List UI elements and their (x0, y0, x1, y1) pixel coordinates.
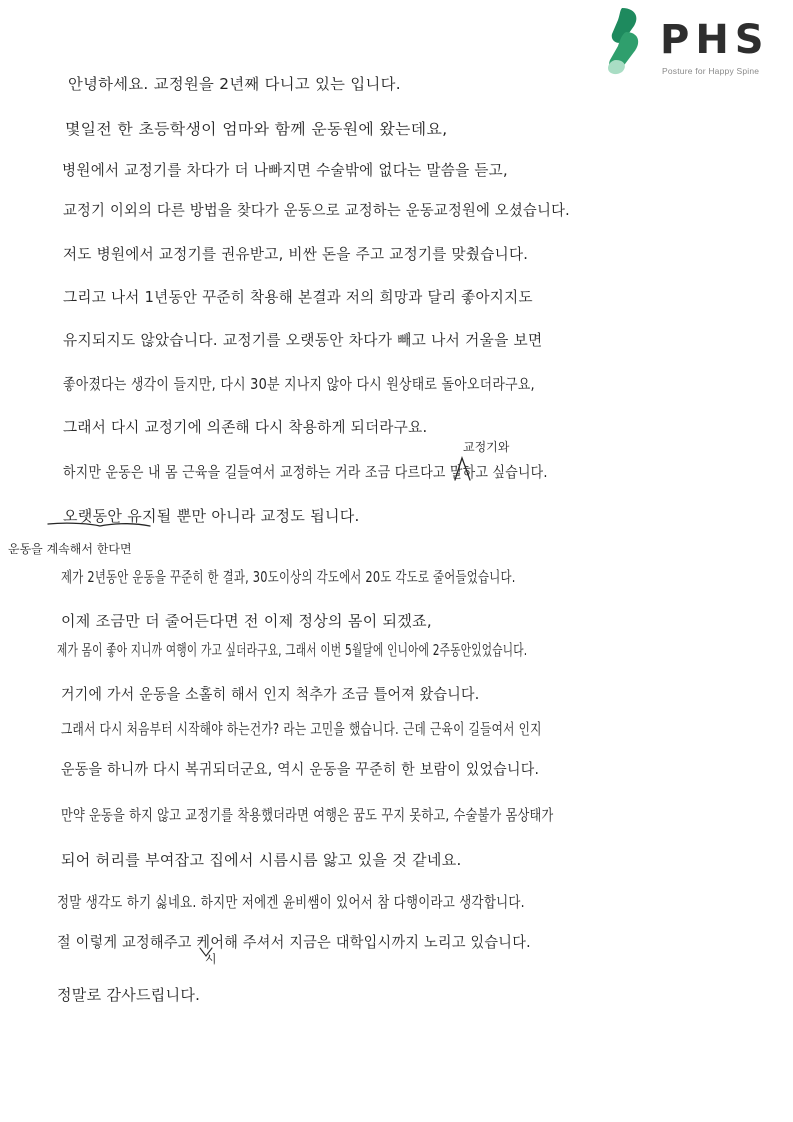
insert-above: 교정기와 (463, 440, 510, 454)
letter-line-15: 거기에 가서 운동을 소홀히 해서 인지 척추가 조금 틀어져 왔습니다. (61, 685, 480, 703)
letter-line-5: 저도 병원에서 교정기를 권유받고, 비싼 돈을 주고 교정기를 맞췄습니다. (63, 245, 529, 263)
letter-line-22: 정말로 감사드립니다. (57, 986, 201, 1004)
letter-line-20: 정말 생각도 하기 싫네요. 하지만 저에겐 윤비쌤이 있어서 참 다행이라고 생각합니다. (57, 893, 525, 911)
letter-line-14: 제가 몸이 좋아 지니까 여행이 가고 싶더라구요, 그래서 이번 5월달에 인니아에 2주동안있었습니다. (57, 641, 528, 659)
letter-line-13: 이제 조금만 더 줄어든다면 전 이제 정상의 몸이 되겠죠, (61, 612, 432, 630)
letter-line-18: 만약 운동을 하지 않고 교정기를 착용했더라면 여행은 꿈도 꾸지 못하고, 수술불가 몸상태가 (61, 806, 554, 824)
logo-wordmark: PHS (660, 17, 770, 63)
letter-line-2: 몇일전 한 초등학생이 엄마와 함께 운동원에 왔는데요, (65, 120, 448, 138)
logo-tagline: Posture for Happy Spine (662, 66, 760, 76)
insert-below: 시 (205, 952, 217, 966)
letter-line-9: 그래서 다시 교정기에 의존해 다시 착용하게 되더라구요. (63, 418, 428, 436)
letter-line-6: 그리고 나서 1년동안 꾸준히 착용해 본결과 저의 희망과 달리 좋아지지도 (63, 288, 533, 306)
letter-line-10: 하지만 운동은 내 몸 근육을 길들여서 교정하는 거라 조금 다르다고 말하고 싶습니다. (63, 463, 548, 481)
letter-line-8: 좋아졌다는 생각이 들지만, 다시 30분 지나지 않아 다시 원상태로 돌아오더라구요, (63, 375, 535, 393)
letter-line-11: 오랫동안 유지될 뿐만 아니라 교정도 됩니다. (63, 507, 360, 525)
letter-line-7: 유지되지도 않았습니다. 교정기를 오랫동안 차다가 빼고 나서 거울을 보면 (63, 331, 543, 349)
margin-note: 운동을 계속해서 한다면 (8, 542, 132, 556)
letter-line-4: 교정기 이외의 다른 방법을 찾다가 운동으로 교정하는 운동교정원에 오셨습니다. (63, 201, 571, 219)
letter-line-16: 그래서 다시 처음부터 시작해야 하는건가? 라는 고민을 했습니다. 근데 근육이 길들여서 인지 (61, 720, 542, 738)
letter-line-17: 운동을 하니까 다시 복귀되더군요, 역시 운동을 꾸준히 한 보람이 있었습니다. (61, 760, 540, 778)
letter-line-19: 되어 허리를 부여잡고 집에서 시름시름 앓고 있을 것 같네요. (61, 851, 462, 869)
letter-line-1: 안녕하세요. 교정원을 2년째 다니고 있는 입니다. (68, 75, 401, 93)
letter-line-21: 절 이렇게 교정해주고 케어해 주셔서 지금은 대학입시까지 노리고 있습니다. (57, 933, 531, 951)
letter-line-3: 병원에서 교정기를 차다가 더 나빠지면 수술밖에 없다는 말씀을 듣고, (62, 161, 508, 179)
letter-line-12: 제가 2년동안 운동을 꾸준히 한 결과, 30도이상의 각도에서 20도 각도로 줄어들었습니다. (61, 568, 516, 586)
